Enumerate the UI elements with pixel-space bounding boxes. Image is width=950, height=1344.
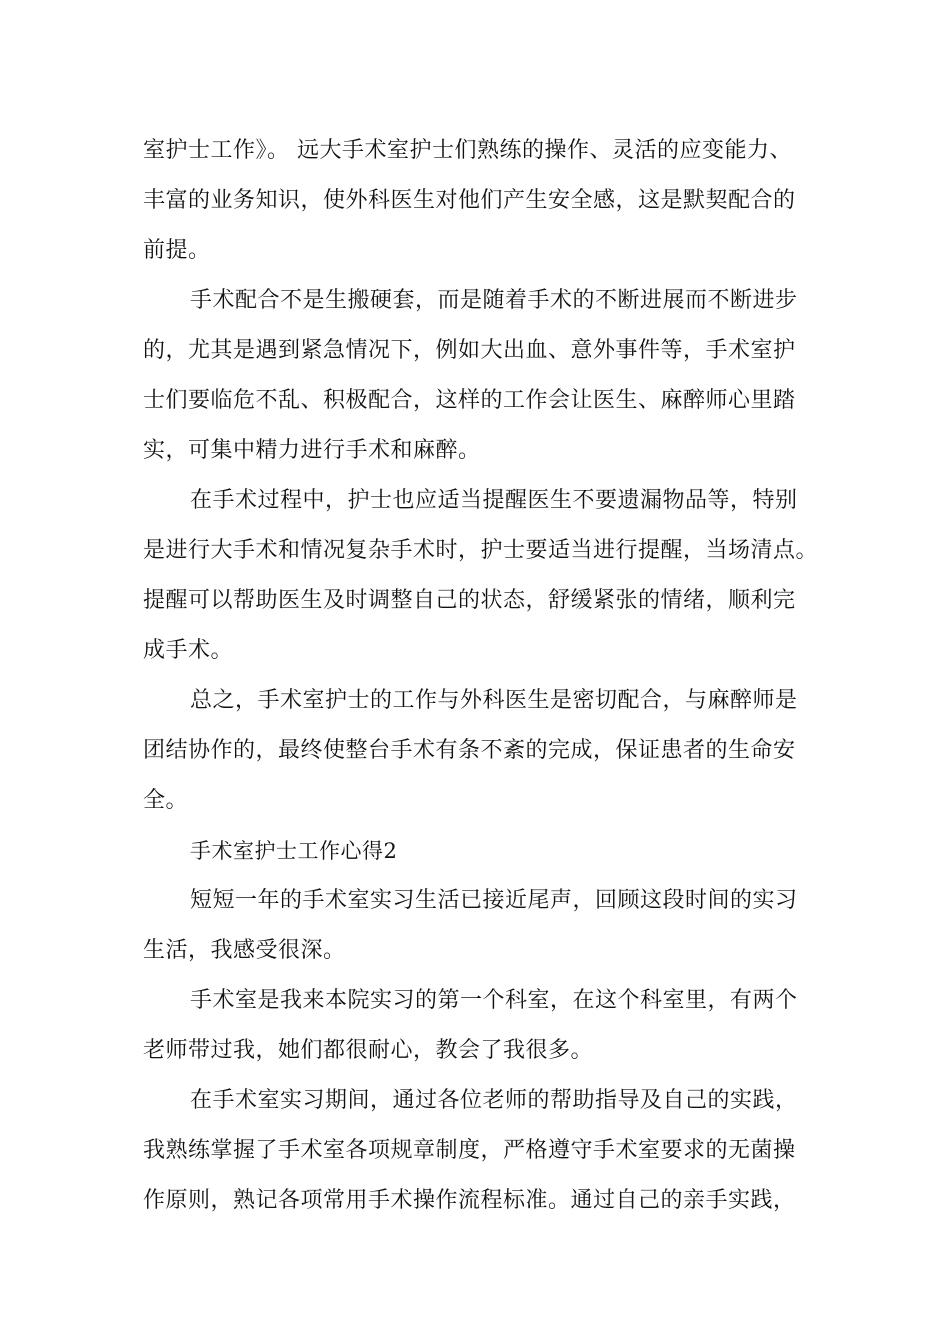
text-line: 丰富的业务知识，使外科医生对他们产生安全感，这是默契配合的 bbox=[143, 188, 796, 213]
text-line: 作原则，熟记各项常用手术操作流程标准。通过自己的亲手实践， bbox=[143, 1188, 796, 1213]
text-line: 士们要临危不乱、积极配合，这样的工作会让医生、麻醉师心里踏 bbox=[143, 388, 796, 413]
paragraph-start: 在手术过程中，护士也应适当提醒医生不要遗漏物品等，特别 bbox=[190, 488, 798, 513]
text-line: 提醒可以帮助医生及时调整自己的状态，舒缓紧张的情绪，顺利完 bbox=[143, 588, 796, 613]
text-line: 成手术。 bbox=[143, 638, 234, 663]
text-line: 团结协作的，最终使整台手术有条不紊的完成，保证患者的生命安 bbox=[143, 738, 796, 763]
text-line: 我熟练掌握了手术室各项规章制度，严格遵守手术室要求的无菌操 bbox=[143, 1138, 796, 1163]
section-heading: 手术室护士工作心得2 bbox=[190, 839, 398, 863]
text-line: 的，尤其是遇到紧急情况下，例如大出血、意外事件等，手术室护 bbox=[143, 338, 796, 363]
paragraph-start: 手术配合不是生搬硬套，而是随着手术的不断进展而不断进步 bbox=[190, 288, 798, 313]
text-line: 是进行大手术和情况复杂手术时，护士要适当进行提醒，当场清点。 bbox=[143, 538, 819, 563]
text-line: 生活，我感受很深。 bbox=[143, 938, 346, 963]
paragraph-start: 总之，手术室护士的工作与外科医生是密切配合，与麻醉师是 bbox=[190, 688, 798, 713]
paragraph-start: 手术室是我来本院实习的第一个科室，在这个科室里，有两个 bbox=[190, 988, 798, 1013]
text-line: 前提。 bbox=[143, 238, 211, 263]
text-line: 老师带过我，她们都很耐心，教会了我很多。 bbox=[143, 1038, 594, 1063]
text-line: 全。 bbox=[143, 788, 189, 813]
text-line: 实，可集中精力进行手术和麻醉。 bbox=[143, 438, 481, 463]
text-line: 室护士工作》。 远大手术室护士们熟练的操作、灵活的应变能力、 bbox=[143, 138, 792, 163]
paragraph-start: 在手术室实习期间，通过各位老师的帮助指导及自己的实践， bbox=[190, 1088, 798, 1113]
paragraph-start: 短短一年的手术室实习生活已接近尾声，回顾这段时间的实习 bbox=[190, 888, 798, 913]
